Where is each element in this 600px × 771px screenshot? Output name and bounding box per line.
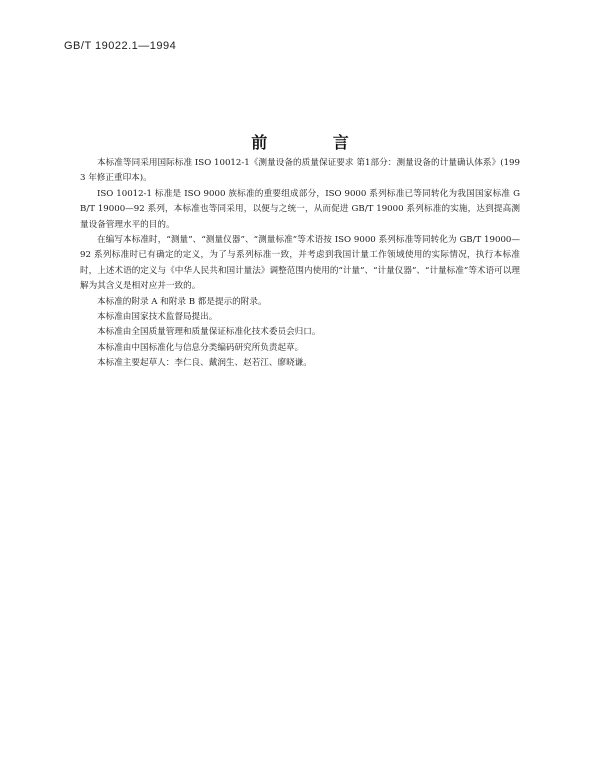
foreword-body	[80, 156, 520, 372]
paragraph-managed-by: 本标准由全国质量管理和质量保证标准化技术委员会归口。	[97, 327, 321, 338]
paragraph-drafted-by: 本标准由中国标准化与信息分类编码研究所负责起草。	[97, 342, 304, 353]
paragraph-appendices: 本标准的附录 A 和附录 B 都是提示的附录。	[97, 296, 267, 307]
paragraph-terminology: 在编写本标准时，“测量”、“测量仪器”、“测量标准”等术语按 ISO 9000 系列标准等同转化为 GB/T 19000—92 系列标准时已有确定的定义，为了与系列标准一致，并考虑到我国计量工作领域使用的实际情况，执行本标准时，上述术语的定义与《中华人民共和国计量法》调整范围内使用的“计量”、“计量仪器”、“计量标准”等术语可以理解为其含义是相对应并一致的。	[80, 235, 520, 292]
paragraph-iso-series: ISO 10012-1 标准是 ISO 9000 族标准的重要组成部分，ISO 9000 系列标准已等同转化为我国国家标准 GB/T 19000—92 系列，本标准也等同采用，以便与之统一，从而促进 GB/T 19000 系列标准的实施，达到提高测量设备管理水平的目的。	[80, 188, 520, 230]
page-title: 前 言	[251, 133, 379, 152]
paragraph-proposed-by: 本标准由国家技术监督局提出。	[97, 312, 218, 323]
paragraph-drafters: 本标准主要起草人：李仁良、戴润生、赵若江、廖晓谦。	[97, 358, 312, 369]
document-code: GB/T 19022.1—1994	[64, 40, 177, 52]
paragraph-adoption: 本标准等同采用国际标准 ISO 10012-1《测量设备的质量保证要求 第1部分：测量设备的计量确认体系》(1993 年修正重印本)。	[80, 158, 520, 184]
